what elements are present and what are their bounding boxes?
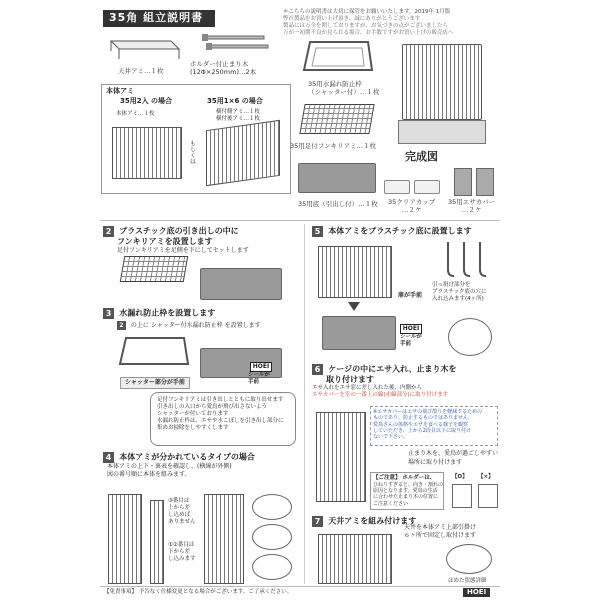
case-1x6-label: 35用1×6 の場合: [207, 97, 263, 105]
step-4-header: [103, 452, 303, 478]
feeder-cover-1: [454, 168, 472, 196]
complete-cage-body: [402, 44, 482, 120]
step-3-number: 3: [103, 308, 114, 319]
divider-vertical: [304, 224, 305, 584]
notice-line-3: 製品には万全を期しておりますが、お気づきの点がございましたら: [283, 23, 449, 30]
step-3-frame-svg: [118, 334, 190, 370]
step-5-number: 5: [312, 226, 323, 237]
step-2-title-b: フンキリアミを設置します: [117, 237, 213, 246]
foot-mesh-label: 35用足付フンキリアミ…１枚: [290, 142, 377, 150]
bottom-tray-illustration: [298, 163, 376, 193]
step-5-tray: [322, 316, 396, 350]
complete-label: 完成図: [405, 150, 438, 163]
shutter-frame-illustration: [302, 38, 374, 78]
horiz-mesh-2-label: 横付後アミ…１枚: [216, 116, 261, 122]
step-4-panel-c: [204, 494, 244, 584]
step-4-detail-1: [252, 494, 292, 520]
step-6-caution-box: [370, 472, 444, 510]
step-6-cage-door: [316, 412, 366, 502]
step-3-header: [103, 308, 303, 330]
step-3-frame: [118, 334, 190, 370]
step-3-ref-number: 2: [117, 321, 126, 330]
footer-brand-logo: HOEI: [463, 588, 490, 597]
step-6-title-b: 取り付けます: [326, 375, 374, 384]
step-7-cage: [318, 534, 392, 584]
perch-illustration: [200, 32, 270, 54]
step-7-desc: 天井を本体アミ上部引掛け ６ヶ所で固定し取付けます: [404, 524, 477, 539]
step-3-notes: [150, 392, 296, 446]
step-6-ok-drawing: [452, 484, 472, 508]
step-3-shutter-label: シャッター部分が手前: [120, 377, 190, 389]
step-2-tray: [200, 268, 282, 300]
step-3-note-2: 引き出しの入口から愛鳥が飛び出さないよう: [157, 403, 268, 410]
step-3-desc: の上に シャッター付水漏れ防止枠 を設置します: [130, 322, 261, 329]
step-6-title-a: ケージの中にエサ入れ、止まり木を: [328, 364, 457, 374]
or-label: もしくは: [188, 140, 196, 164]
step-2-number: 2: [103, 226, 114, 237]
step-6-ng-label: 【×】: [478, 474, 494, 480]
top-mesh-svg: [101, 35, 181, 63]
step-3-note-1: 足付フンキリアミは引き出しとともに取り出せます: [157, 397, 284, 403]
step-6-perch-2: 場所に取り付けます: [408, 459, 463, 466]
step-5-arrow: [348, 302, 360, 311]
foot-mesh-illustration: [299, 104, 374, 134]
step-3-hoei-tag: HOEI: [250, 362, 272, 372]
step-3-title: 水漏れ防止枠を設置します: [119, 308, 216, 318]
step-5-hoei-tag: HOEI: [400, 324, 422, 334]
notice-line-4: 万が一初期不良が見られる場合、お手数ですがお買い上げの販売店へ: [283, 30, 454, 37]
bottom-tray-label: 35用底（引出し付）…１枚: [298, 200, 378, 208]
step-3-hoei-sub: シールが 手前: [248, 372, 270, 385]
shutter-frame-label: 35用水漏れ防止枠 （シャッター付）…１枚: [308, 80, 380, 97]
notice-line-1: ＊こちらの説明書は大切に保管をお願いいたします。2019年 1月版: [283, 9, 451, 15]
step-7-detail: [446, 544, 492, 574]
feeder-cover-illustration: [454, 168, 498, 198]
step-2-header: [103, 226, 303, 255]
body-mesh-box-title: 本体アミ: [106, 87, 134, 95]
step-3-note-5: 集めお掃除をしやすくします: [157, 424, 229, 431]
case-2-label: 35用2入 の場合: [120, 97, 173, 105]
footer-disclaimer: 【免責事項】 予告なく仕様変更となる場合がございます。ご了承ください。: [104, 589, 293, 595]
step-2-desc: 足付フンキリアミを足側を下にしてセットします: [117, 247, 249, 254]
top-mesh-label: 天井アミ…１枚: [118, 67, 164, 75]
step-5-hook-label: 引っ掛け部分を プラスチック底の穴に 入れ込みます(4ヶ所): [432, 282, 487, 302]
step-6-warning: ※エサカバーはエサの飛び散りを軽減するための ものであり、防止するものではありません。 愛鳥さんの体格やエサを食べる様子を観察 していただき、上から2段目以下に取り付け ないで下さい。: [370, 406, 498, 446]
step-4-number: 4: [103, 452, 114, 463]
feeder-cover-2: [476, 168, 494, 196]
step-6-ok-label: 【O】: [452, 474, 468, 480]
cup-2: [414, 180, 440, 194]
step-2-foot-mesh: [120, 256, 189, 282]
step-7-note: はめた状態詳細: [448, 578, 487, 584]
notice-line-2: 弊社製品をお買い上げ頂き、誠にありがとうございます: [283, 16, 421, 23]
step-4-detail-3: [252, 554, 292, 580]
divider-bottom: [100, 586, 500, 587]
cup-illustration: [384, 176, 444, 196]
divider-top: [100, 220, 500, 221]
step-2-title-a: プラスチック底の引き出しの中に: [119, 226, 239, 236]
step-5-hook-detail: [448, 318, 492, 356]
step-3-note-3: シャッターが付いております: [157, 410, 229, 417]
feeder-cover-label: 35用エサカバー …２ケ: [448, 198, 496, 215]
step-7-title: 天井アミを組み付けます: [328, 516, 417, 526]
step-4-detail-2: [252, 524, 292, 550]
step-5-hooks: [438, 240, 498, 280]
perch-label: ホルダー付止まり木 (12Φ×250mm)…2本: [190, 60, 257, 77]
step-5-hoei-sub: シールが 手前: [400, 334, 422, 347]
horiz-mesh-label: 横付側アミ…１枚: [216, 109, 261, 115]
complete-cage-illustration: [398, 40, 486, 146]
step-5-door-label: 扉が手前: [398, 292, 423, 299]
step-6-caution-title: 【ご注意】 ホルダーは、: [373, 475, 436, 481]
step-5-header: [312, 226, 502, 237]
step-4-desc-2: 図の番号順に本体を組みます。: [107, 470, 191, 478]
step-3-desc-row: [103, 321, 303, 330]
complete-cage-base: [398, 120, 486, 144]
step-6-caution: ひねりすぎると、向き・割れの 原因となります。愛鳥の生活 に合わせた止まり木の位置に ご注意ください: [373, 481, 444, 507]
step-6-ng-drawing: [478, 484, 498, 508]
step-6-header: [312, 364, 502, 399]
step-5-body-mesh: [318, 246, 392, 298]
top-mesh-illustration: [101, 35, 181, 63]
step-4-panel-a: [108, 494, 142, 584]
cup-label: 35クリアカップ …２ケ: [388, 198, 436, 215]
step-4-desc-1: 本体アミの上下・裏表を確認し、(横線が外側): [107, 463, 232, 470]
step-4-title: 本体アミが分かれているタイプの場合: [119, 452, 255, 462]
step-6-desc-1: エサ入れをエサ窓に差し入れた後、内側から: [312, 385, 423, 391]
step-6-perch-1: 止まり木を、愛鳥が過ごしやすい: [408, 450, 499, 457]
step-5-title: 本体アミをプラスチック底に設置します: [328, 226, 472, 236]
body-mesh-drawing-a: [112, 127, 182, 179]
step-4-panel-b: [150, 500, 164, 584]
body-mesh-box: [101, 84, 291, 194]
step-7-number: 7: [312, 516, 323, 527]
step-6-desc-2: エサカバーを室の一番上の線(赤線部分)に取り付けます: [312, 391, 449, 398]
perch-svg: [200, 32, 270, 54]
step-6-number: 6: [312, 364, 323, 375]
cup-1: [384, 180, 410, 194]
notice-block: [283, 9, 493, 38]
step-4-label-3: ③番目は 上から差 し込めば ありません: [168, 498, 196, 525]
body-mesh-1-label: 本体アミ…１枚: [116, 111, 155, 117]
body-mesh-drawing-b: [206, 120, 280, 186]
step-3-note-4: 水漏れ防止枠は、エサや水こぼしを引き出し部分に: [157, 417, 284, 424]
step-4-label-12: ①②番目は 下から差 し込みます: [168, 542, 196, 562]
step-5-hooks-svg: [438, 240, 498, 280]
page-title: 35角 組立説明書: [103, 10, 215, 27]
shutter-frame-svg: [302, 38, 374, 78]
